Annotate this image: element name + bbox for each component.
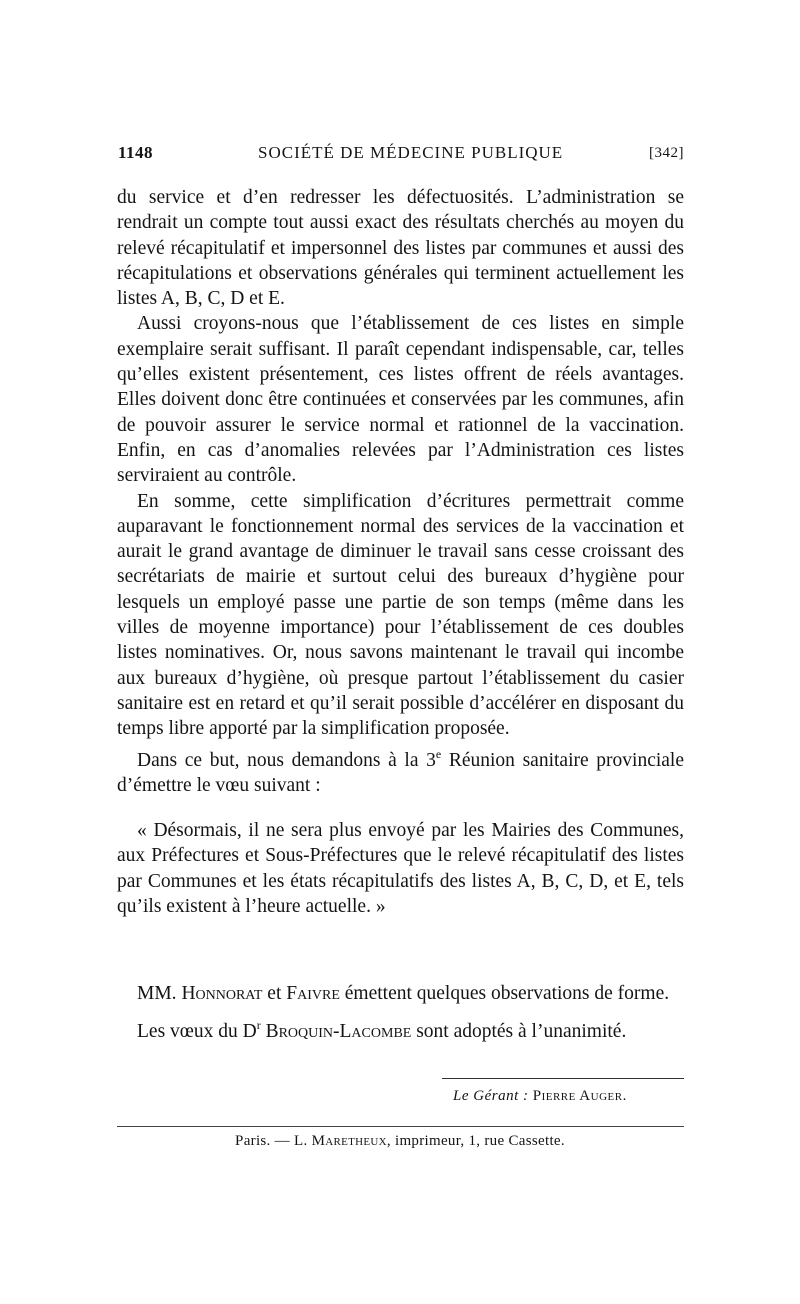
paragraph-4-text: Dans ce but, nous demandons à la 3	[137, 749, 436, 771]
observation-2-text: Les vœux du D	[137, 1021, 257, 1042]
doctor-superscript: r	[256, 1018, 261, 1032]
speaker-name-honnorat: Honnorat	[181, 983, 263, 1004]
body-text	[117, 185, 684, 919]
gerant-name: Pierre Auger.	[532, 1088, 627, 1104]
mm-abbrev: MM.	[137, 983, 177, 1004]
gerant-line	[453, 1088, 684, 1105]
printer-name: Maretheux	[311, 1133, 387, 1149]
paragraph-3: En somme, cette simplification d’écritures permettrait comme auparavant le fonctionnement normal des services de la vaccination et aurait le grand avantage de diminuer le travail sans cesse croissant des secrétariats de mairie et surtout celui des bureaux d’hygiène pour lesquels un employé passe une partie de son temps (même dans les villes de moyenne importance) pour l’établissement de ces doubles listes nominatives. Or, nous savons maintenant le travail qui incombe aux bureaux d’hygiène, où presque partout l’établissement du casier sanitaire est en retard et qu’il serait possible d’accélérer en disposant du temps libre apporté par la simplification proposée.	[117, 490, 684, 740]
printer-city: Paris. — L.	[235, 1133, 312, 1149]
conjunction: et	[262, 983, 287, 1004]
observation-1-rest: émettent quelques observations de forme.	[339, 983, 670, 1004]
paragraph-4	[117, 742, 684, 799]
running-title: SOCIÉTÉ DE MÉDECINE PUBLIQUE	[258, 143, 564, 162]
paragraph-4-rest: Réunion sanitaire provinciale d’émettre le vœu suivant :	[117, 749, 684, 796]
resolution-quote: « Désormais, il ne sera plus envoyé par les Mairies des Communes, aux Préfectures et Sous-Préfectures que le relevé récapitulatif des listes par Communes et les états récapitulatifs des listes A, B, C, D, et E, tels qu’ils existent à l’heure actuelle. »	[117, 820, 684, 918]
printer-imprint	[0, 1133, 800, 1150]
page-number: 1148	[118, 143, 154, 162]
page-reference: [342]	[649, 145, 684, 161]
speaker-name-broquin-lacombe: Broquin-Lacombe	[265, 1021, 412, 1042]
gerant-rule	[442, 1078, 684, 1079]
paragraph-1: du service et d’en redresser les défectuosités. L’administration se rendrait un compte tout aussi exact des résultats cherchés au moyen du relevé récapitulatif et impersonnel des listes par communes et aussi des récapitulations et observations générales qui terminent actuellement les listes A, B, C, D et E.	[117, 187, 684, 310]
printer-rule	[117, 1126, 684, 1127]
gerant-label: Le Gérant :	[453, 1088, 529, 1104]
observation-line-1	[137, 983, 684, 1005]
running-header	[118, 143, 684, 169]
observation-2-rest: sont adoptés à l’unanimité.	[411, 1021, 627, 1042]
ordinal-superscript: e	[435, 746, 442, 761]
observation-line-2	[137, 1018, 684, 1043]
printer-address: , imprimeur, 1, rue Cassette.	[386, 1133, 565, 1149]
paragraph-2: Aussi croyons-nous que l’établissement de ces listes en simple exemplaire serait suffisant. Il paraît cependant indispensable, car, telles qu’elles existent présentement, ces listes offrent de réels avantages. Elles doivent donc être continuées et conservées par les communes, afin de pouvoir assurer le service normal et rationnel de la vaccination. Enfin, en cas d’anomalies relevées par l’Administration ces listes serviraient au contrôle.	[117, 313, 684, 487]
speaker-name-faivre: Faivre	[286, 983, 340, 1004]
